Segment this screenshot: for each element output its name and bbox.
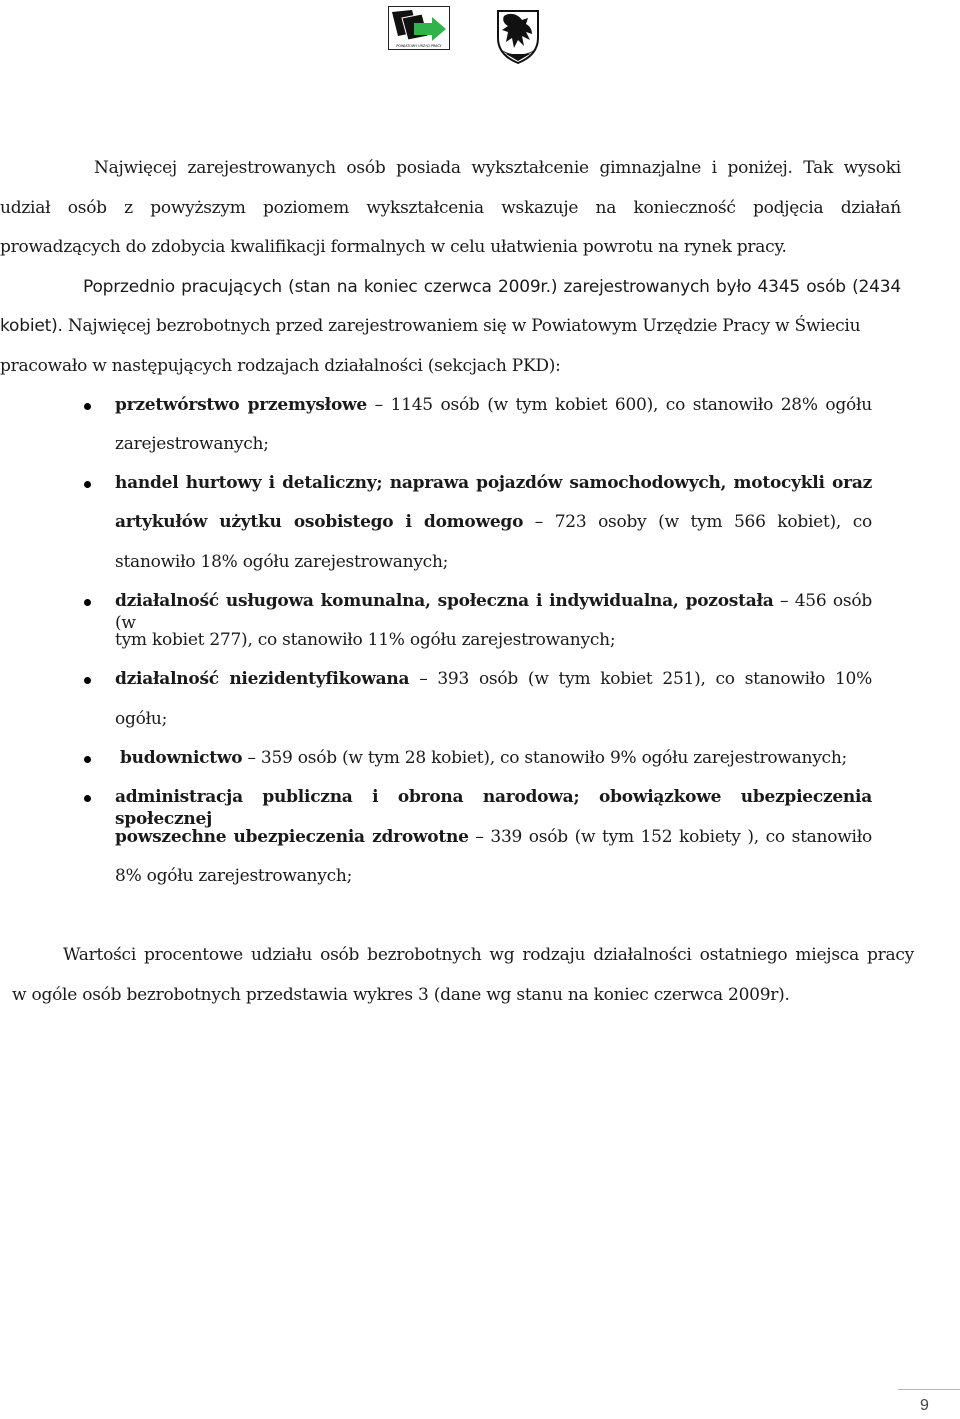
list-item-6-line-3: 8% ogółu zarejestrowanych; [115,866,353,886]
bullet-5 [84,756,91,763]
list-item-6-line-2 [115,826,872,848]
intro-line-1: Najwięcej zarejestrowanych osób posiada wykształcenie gimnazjalne i poniżej. Tak wysoki [94,158,901,178]
list-item-6-text: – 339 osób (w tym 152 kobiety ), co stanowiło [468,827,872,847]
list-item-1-line-2: zarejestrowanych; [115,434,269,454]
list-item-5-text: – 359 osób (w tym 28 kobiet), co stanowiło 9% ogółu zarejestrowanych; [242,748,847,768]
closing-line-1: Wartości procentowe udziału osób bezrobotnych wg rodzaju działalności ostatniego miejsca pracy [63,945,914,965]
list-item-1-bold: przetwórstwo przemysłowe [115,395,367,415]
list-item-2-text: – 723 osoby (w tym 566 kobiet), co [523,512,872,532]
para2-line-3: pracowało w następujących rodzajach działalności (sekcjach PKD): [0,356,561,376]
list-item-2-bold-1: handel hurtowy i detaliczny; naprawa pojazdów samochodowych, motocykli oraz [115,473,872,493]
bullet-3 [84,599,91,606]
list-item-2-line-2 [115,511,872,533]
list-item-4-line-2: ogółu; [115,709,168,729]
svg-text:POWIATOWY URZĄD PRACY: POWIATOWY URZĄD PRACY [396,44,442,48]
closing-line-2: w ogóle osób bezrobotnych przedstawia wykres 3 (dane wg stanu na koniec czerwca 2009r). [12,985,790,1005]
list-item-6-line-1 [115,786,872,830]
list-item-2-line-3: stanowiło 18% ogółu zarejestrowanych; [115,552,449,572]
list-item-2-bold-2: artykułów użytku osobistego i domowego [115,512,524,532]
list-item-4-line-1 [115,668,872,690]
list-item-3-text: – 456 osób (w [115,591,872,633]
bullet-1 [84,403,91,410]
list-item-4-bold: działalność niezidentyfikowana [115,669,410,689]
list-item-1-text: – 1145 osób (w tym kobiet 600), co stanowiło 28% ogółu [367,395,872,415]
bullet-4 [84,677,91,684]
para2-line-2-start: kobiet). [0,316,68,336]
eagle-coat-of-arms-icon [496,8,540,64]
list-item-5-bold: budownictwo [120,748,243,768]
intro-line-2: udział osób z powyższym poziomem wykształcenia wskazuje na konieczność podjęcia działań [0,198,901,218]
para2-line-2-rest: Najwięcej bezrobotnych przed zarejestrowaniem się w Powiatowym Urzędzie Pracy w Świeciu [67,316,861,336]
bullet-2 [84,481,91,488]
para2-line-1: Poprzednio pracujących (stan na koniec czerwca 2009r.) zarejestrowanych było 4345 osób (2434 [83,277,901,297]
list-item-2-line-1 [115,472,872,494]
list-item-1-line-1 [115,394,872,416]
arrow-logo-icon [388,6,450,50]
list-item-4-text: – 393 osób (w tym kobiet 251), co stanowiło 10% [409,669,872,689]
header-logos [388,6,548,64]
page-number: 9 [920,1397,929,1414]
list-item-6-bold-1: administracja publiczna i obrona narodowa; obowiązkowe ubezpieczenia społecznej [115,787,872,829]
list-item-3-bold: działalność usługowa komunalna, społeczna i indywidualna, pozostała [115,591,774,611]
list-item-3-line-1 [115,590,872,634]
list-item-6-bold-2: powszechne ubezpieczenia zdrowotne [115,827,469,847]
page-number-rule [898,1389,960,1390]
bullet-6 [84,795,91,802]
intro-line-3: prowadzących do zdobycia kwalifikacji formalnych w celu ułatwienia powrotu na rynek pracy. [0,237,787,257]
list-item-3-line-2: tym kobiet 277), co stanowiło 11% ogółu zarejestrowanych; [115,630,616,650]
para2-line-2 [0,315,860,338]
list-item-5-line-1 [120,747,847,769]
